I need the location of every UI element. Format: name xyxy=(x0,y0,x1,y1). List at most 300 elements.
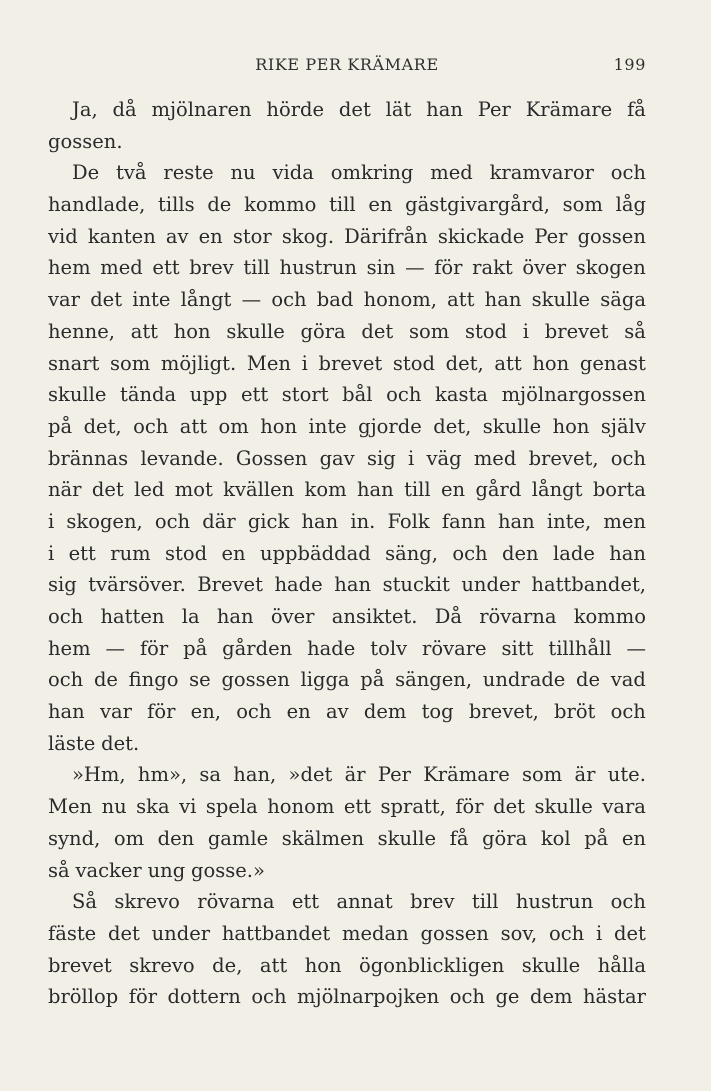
word: fingo xyxy=(128,668,179,692)
word: han xyxy=(609,541,646,565)
word: han xyxy=(426,98,463,121)
word: säga xyxy=(600,288,646,312)
word: lade xyxy=(552,541,595,565)
word: gården xyxy=(222,636,293,660)
word: läste xyxy=(48,731,96,755)
word: på xyxy=(183,636,208,660)
word: ögonblickligen xyxy=(359,953,505,977)
word: om xyxy=(218,414,249,438)
word: gästgivargård, xyxy=(405,193,550,217)
word: vi xyxy=(179,795,197,819)
word: stod xyxy=(165,541,208,565)
word: den xyxy=(501,541,539,565)
page-header xyxy=(48,55,646,79)
word: han xyxy=(497,509,535,533)
word: kasta xyxy=(435,383,488,407)
word: led xyxy=(134,478,165,502)
word: på xyxy=(584,826,609,850)
word: skickade xyxy=(437,224,525,248)
word: synd, xyxy=(48,826,101,850)
word: om xyxy=(113,826,145,850)
word: att xyxy=(130,319,159,343)
word: fäste xyxy=(48,921,97,945)
word: gosse.» xyxy=(191,858,265,882)
word: gamle xyxy=(207,826,269,850)
word: brännas xyxy=(48,446,129,470)
word: sig xyxy=(48,573,77,597)
text-line xyxy=(48,252,646,284)
word: under xyxy=(151,921,211,945)
word: Folk xyxy=(387,509,430,533)
word: var xyxy=(48,288,80,312)
word: en xyxy=(198,224,223,248)
word: gossen. xyxy=(48,129,123,153)
word: de xyxy=(576,668,601,692)
word: och xyxy=(610,446,646,470)
text-line xyxy=(48,696,646,728)
word: ge xyxy=(495,985,520,1009)
word: hustrun xyxy=(279,256,357,280)
word: hm», xyxy=(137,763,188,787)
word: där xyxy=(202,509,236,533)
word: till xyxy=(471,890,499,914)
word: tolv xyxy=(370,636,408,660)
word: han, xyxy=(233,763,277,787)
word: ett xyxy=(291,890,320,914)
word: det, xyxy=(433,414,472,438)
text-line xyxy=(48,981,646,1013)
word: Krämare xyxy=(423,763,510,787)
text-line xyxy=(48,506,646,538)
word: för xyxy=(139,636,169,660)
word: de xyxy=(93,668,118,692)
word: när xyxy=(48,478,82,502)
word: skogen, xyxy=(66,509,143,533)
text-line xyxy=(48,411,646,443)
word: det. xyxy=(101,731,140,755)
word: honom, xyxy=(363,288,437,312)
word: för xyxy=(128,985,158,1009)
word: kom xyxy=(304,478,347,502)
word: brev xyxy=(189,256,234,280)
word: under xyxy=(461,573,520,597)
word: och xyxy=(549,921,585,945)
word: ett xyxy=(343,795,372,819)
word: av xyxy=(165,224,189,248)
word: — xyxy=(241,288,262,312)
word: få xyxy=(627,98,646,121)
word: rakt xyxy=(472,256,513,280)
word: gossen xyxy=(420,921,489,945)
word: skulle xyxy=(48,383,107,407)
text-line xyxy=(48,157,646,189)
text-line xyxy=(48,443,646,475)
word: sig xyxy=(366,446,396,470)
word: hon xyxy=(260,414,298,438)
text-line xyxy=(48,221,646,253)
word: gård xyxy=(475,478,522,502)
word: Krämare xyxy=(525,98,613,121)
word: hon xyxy=(304,953,342,977)
word: de, xyxy=(212,953,243,977)
word: snart xyxy=(48,351,100,375)
word: för xyxy=(147,700,176,724)
word: rövare xyxy=(422,636,487,660)
word: — xyxy=(405,256,425,280)
word: över xyxy=(522,256,567,280)
text-line xyxy=(48,379,646,411)
word: hörde xyxy=(266,98,325,121)
word: brevet xyxy=(544,319,609,343)
text-line xyxy=(48,126,646,158)
word: dem xyxy=(363,700,407,724)
word: spratt, xyxy=(380,795,446,819)
word: väg xyxy=(426,446,462,470)
word: det xyxy=(338,98,371,121)
word: »det xyxy=(288,763,333,787)
word: honom xyxy=(267,795,335,819)
word: och xyxy=(610,890,646,914)
word: stuckit xyxy=(382,573,450,597)
word: Per xyxy=(477,98,511,121)
word: mjölnargossen xyxy=(501,383,646,407)
word: ett xyxy=(152,256,180,280)
word: henne, xyxy=(48,319,115,343)
word: skrevo xyxy=(114,890,180,914)
word: möjligt. xyxy=(160,351,237,375)
word: brev xyxy=(410,890,455,914)
word: på xyxy=(48,414,73,438)
word: det xyxy=(493,795,525,819)
word: och xyxy=(449,985,485,1009)
word: göra xyxy=(300,319,346,343)
word: en xyxy=(621,826,646,850)
running-title: RIKE PER KRÄMARE xyxy=(255,55,439,74)
word: det xyxy=(91,478,124,502)
word: vacker xyxy=(75,858,142,882)
word: han xyxy=(216,605,254,628)
word: i xyxy=(301,351,308,375)
word: som xyxy=(562,193,603,217)
word: att xyxy=(447,288,475,312)
word: brevet xyxy=(48,953,112,977)
word: en xyxy=(286,700,311,724)
word: mjölnaren xyxy=(151,98,252,121)
word: hatten xyxy=(100,605,165,628)
word: i xyxy=(522,319,530,343)
word: och xyxy=(610,161,646,185)
word: undrade xyxy=(482,668,566,692)
word: ligga xyxy=(300,668,350,692)
word: Brevet xyxy=(197,573,263,597)
word: gjorde xyxy=(358,414,422,438)
word: skulle xyxy=(226,319,285,343)
word: det xyxy=(90,288,123,312)
word: skulle xyxy=(534,795,593,819)
word: medan xyxy=(342,921,409,945)
word: han xyxy=(334,573,372,597)
word: bad xyxy=(316,288,354,312)
word: och xyxy=(48,668,84,692)
text-line xyxy=(48,316,646,348)
word: gossen xyxy=(577,224,646,248)
word: långt xyxy=(531,478,583,502)
word: en xyxy=(440,478,466,502)
text-line xyxy=(48,189,646,221)
word: — xyxy=(626,636,646,660)
word: han xyxy=(48,700,85,724)
word: gossen xyxy=(221,668,290,692)
word: skogen xyxy=(575,256,646,280)
word: det, xyxy=(445,351,484,375)
word: sin xyxy=(366,256,396,280)
word: ung xyxy=(147,858,186,882)
word: lät xyxy=(385,98,412,121)
word: till xyxy=(404,478,431,502)
word: och xyxy=(251,985,287,1009)
word: Per xyxy=(377,763,411,787)
word: och xyxy=(610,700,646,724)
word: gick xyxy=(247,509,290,533)
word: i xyxy=(596,921,603,945)
word: över xyxy=(270,605,315,628)
word: och xyxy=(386,383,422,407)
word: hem xyxy=(48,636,91,660)
word: Men xyxy=(246,351,291,375)
word: inte xyxy=(132,288,171,312)
word: till xyxy=(243,256,270,280)
word: han xyxy=(301,509,339,533)
word: två xyxy=(116,161,147,185)
text-line xyxy=(48,728,646,760)
word: sov, xyxy=(500,921,538,945)
word: rövarna xyxy=(479,605,557,628)
word: nu xyxy=(230,161,256,185)
word: uppbäddad xyxy=(259,541,371,565)
word: det xyxy=(361,319,394,343)
text-line xyxy=(48,94,646,126)
word: vida xyxy=(272,161,314,185)
word: kommo xyxy=(573,605,646,628)
word: i xyxy=(48,509,55,533)
word: med xyxy=(473,446,517,470)
word: skälmen xyxy=(281,826,365,850)
word: med xyxy=(100,256,143,280)
word: sitt xyxy=(501,636,534,660)
word: hålla xyxy=(597,953,646,977)
word: Då xyxy=(434,605,462,628)
word: ett xyxy=(68,541,96,565)
word: Men xyxy=(48,795,93,819)
word: inte xyxy=(308,414,347,438)
word: hon xyxy=(532,351,570,375)
word: annat xyxy=(336,890,393,914)
word: hästar xyxy=(582,985,646,1009)
text-line xyxy=(48,664,646,696)
text-line xyxy=(48,474,646,506)
word: han xyxy=(484,288,522,312)
word: var xyxy=(99,700,132,724)
word: genast xyxy=(579,351,646,375)
word: ska xyxy=(136,795,170,819)
text-line xyxy=(48,886,646,918)
word: tills xyxy=(158,193,195,217)
word: bröt xyxy=(554,700,596,724)
word: hem xyxy=(48,256,91,280)
word: kommo xyxy=(244,193,317,217)
text-line xyxy=(48,538,646,570)
word: kramvaror xyxy=(489,161,594,185)
word: hade xyxy=(307,636,356,660)
word: upp xyxy=(189,383,228,407)
word: göra xyxy=(482,826,528,850)
word: skulle xyxy=(531,288,591,312)
word: att xyxy=(259,953,288,977)
word: och xyxy=(452,541,488,565)
word: brevet, xyxy=(468,700,539,724)
word: som xyxy=(522,763,563,787)
word: är xyxy=(574,763,596,787)
word: få xyxy=(449,826,469,850)
word: och xyxy=(154,509,191,533)
word: och xyxy=(48,605,84,628)
word: att xyxy=(494,351,522,375)
word: låg xyxy=(615,193,646,217)
word: ett xyxy=(240,383,269,407)
word: Därifrån xyxy=(344,224,428,248)
word: levande. xyxy=(140,446,224,470)
word: la xyxy=(181,605,200,628)
word: skrevo xyxy=(129,953,195,977)
text-line xyxy=(48,284,646,316)
word: hattbandet, xyxy=(531,573,646,597)
word: tillhåll xyxy=(548,636,612,660)
word: så xyxy=(624,319,646,343)
word: gav xyxy=(319,446,355,470)
word: mot xyxy=(174,478,213,502)
word: sa xyxy=(199,763,222,787)
word: bål xyxy=(342,383,373,407)
word: och xyxy=(133,414,169,438)
word: kanten xyxy=(87,224,156,248)
word: Ja, xyxy=(72,98,98,121)
word: »Hm, xyxy=(72,763,126,787)
word: skulle xyxy=(521,953,581,977)
word: det xyxy=(614,921,646,945)
word: stor xyxy=(232,224,272,248)
word: mjölnarpojken xyxy=(297,985,440,1009)
word: säng, xyxy=(385,541,438,565)
word: handlade, xyxy=(48,193,146,217)
word: borta xyxy=(592,478,646,502)
text-line xyxy=(48,791,646,823)
word: själv xyxy=(600,414,646,438)
word: på xyxy=(360,668,385,692)
word: omkring xyxy=(330,161,414,185)
word: är xyxy=(344,763,366,787)
word: för xyxy=(455,795,484,819)
word: — xyxy=(105,636,126,660)
word: dottern xyxy=(167,985,241,1009)
text-line xyxy=(48,918,646,950)
word: med xyxy=(430,161,473,185)
word: in. xyxy=(350,509,376,533)
text-line xyxy=(48,601,646,633)
word: att xyxy=(179,414,208,438)
text-line xyxy=(48,759,646,791)
word: nu xyxy=(101,795,127,819)
word: inte, xyxy=(546,509,592,533)
word: och xyxy=(271,288,307,312)
word: stod xyxy=(392,351,435,375)
word: rum xyxy=(110,541,151,565)
word: då xyxy=(112,98,137,121)
word: tvärsöver. xyxy=(88,573,186,597)
word: det xyxy=(108,921,140,945)
word: dem xyxy=(529,985,573,1009)
word: och xyxy=(236,700,272,724)
word: tog xyxy=(421,700,454,724)
word: i xyxy=(48,541,55,565)
page-number: 199 xyxy=(613,55,646,74)
word: för xyxy=(434,256,463,280)
body-text xyxy=(48,94,646,1013)
text-line xyxy=(48,348,646,380)
word: stod xyxy=(464,319,508,343)
word: rövarna xyxy=(197,890,275,914)
word: De xyxy=(72,161,100,185)
word: den xyxy=(157,826,195,850)
word: spela xyxy=(205,795,258,819)
word: som xyxy=(408,319,450,343)
word: vid xyxy=(48,224,78,248)
text-line xyxy=(48,950,646,982)
word: Gossen xyxy=(235,446,308,470)
word: kvällen xyxy=(223,478,295,502)
word: ansiktet. xyxy=(331,605,418,628)
word: stort xyxy=(281,383,329,407)
text-line xyxy=(48,633,646,665)
word: det, xyxy=(83,414,122,438)
word: brevet xyxy=(318,351,383,375)
word: vara xyxy=(602,795,646,819)
word: se xyxy=(189,668,211,692)
word: ute. xyxy=(607,763,646,787)
word: till xyxy=(329,193,356,217)
word: som xyxy=(110,351,151,375)
word: brevet, xyxy=(528,446,599,470)
word: bröllop xyxy=(48,985,119,1009)
word: men xyxy=(603,509,646,533)
text-line xyxy=(48,823,646,855)
word: skulle xyxy=(482,414,542,438)
word: reste xyxy=(163,161,214,185)
word: Så xyxy=(72,890,97,914)
word: skulle xyxy=(377,826,437,850)
word: fann xyxy=(441,509,486,533)
word: så xyxy=(48,858,70,882)
text-line xyxy=(48,855,646,887)
word: sängen, xyxy=(395,668,473,692)
word: de xyxy=(207,193,232,217)
word: han xyxy=(356,478,394,502)
word: en xyxy=(368,193,393,217)
word: kol xyxy=(540,826,571,850)
word: hattbandet xyxy=(221,921,331,945)
word: av xyxy=(325,700,349,724)
word: Per xyxy=(534,224,568,248)
word: hustrun xyxy=(515,890,594,914)
